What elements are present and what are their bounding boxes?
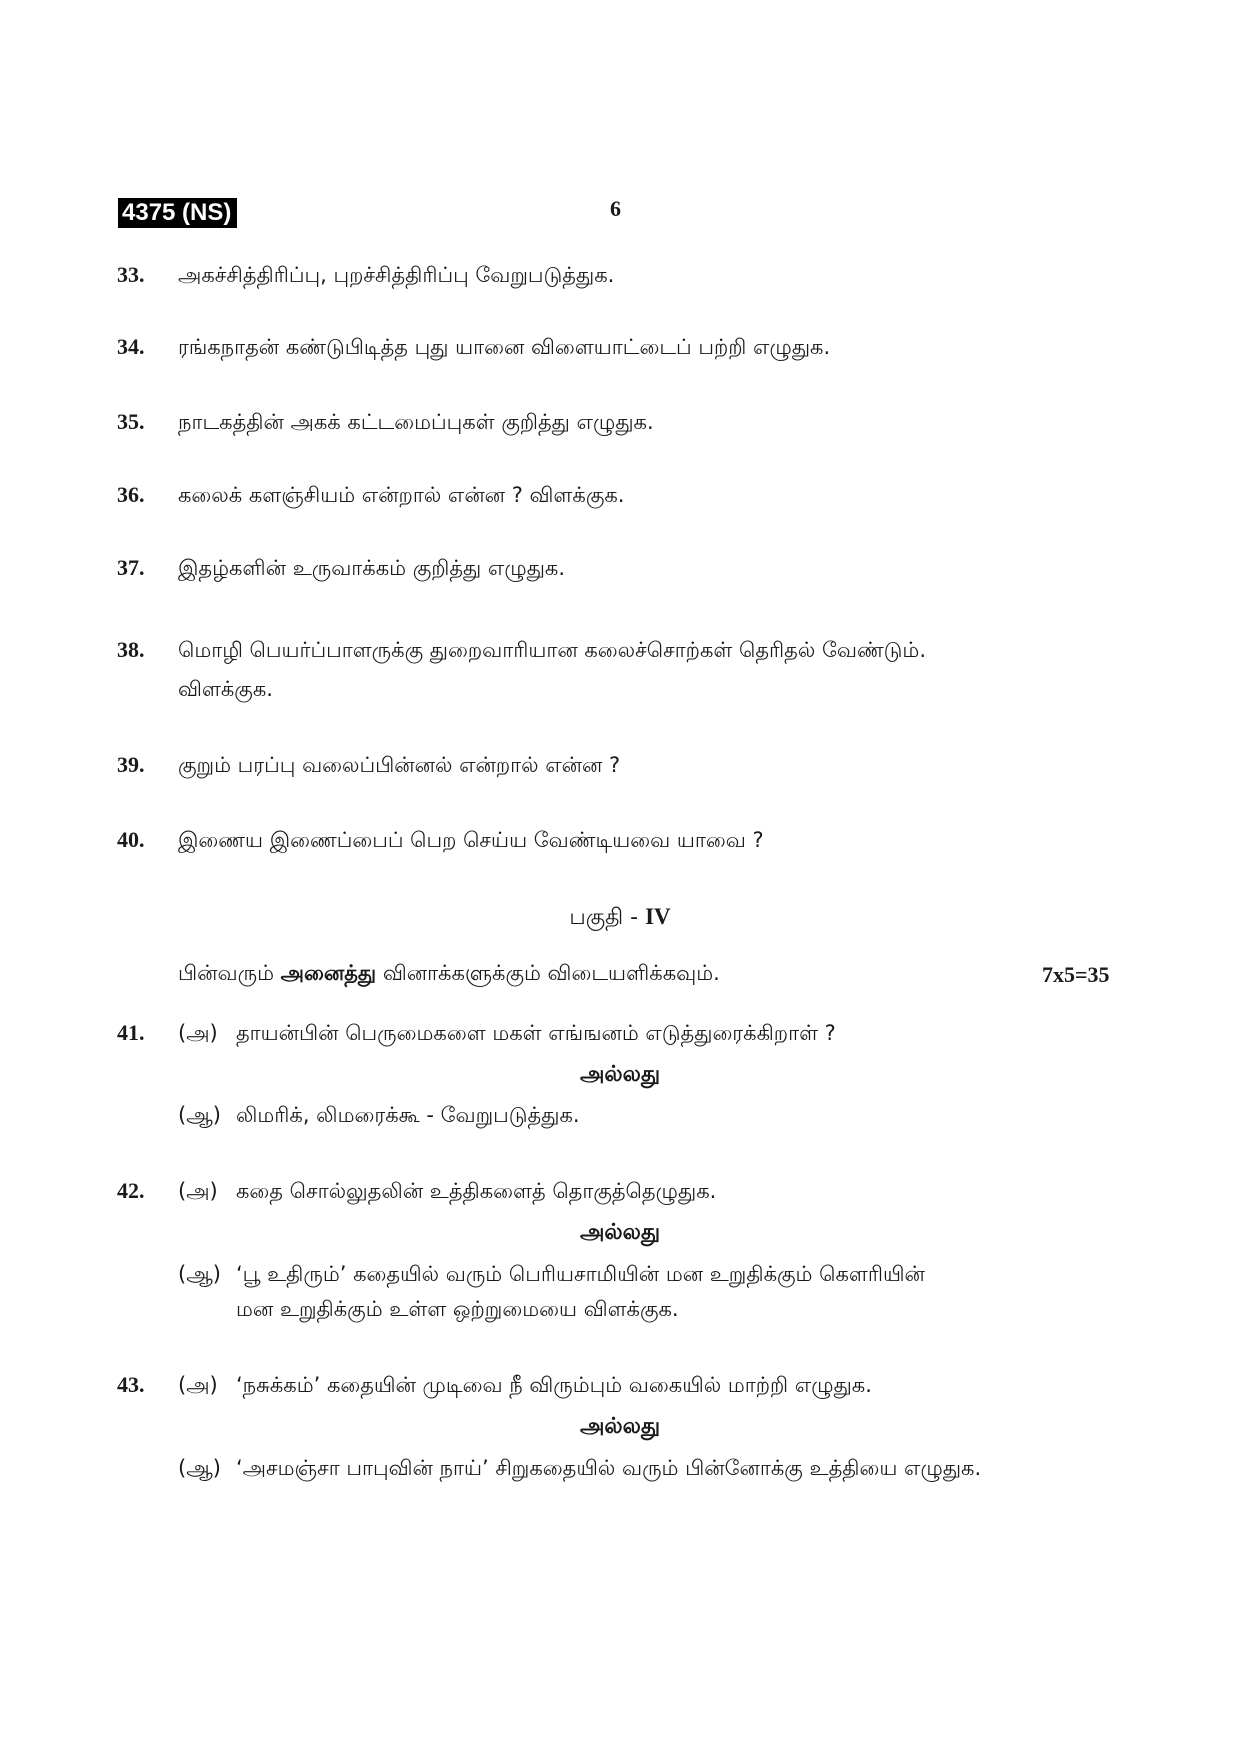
option-text: லிமரிக், லிமரைக்கூ - வேறுபடுத்துக. (236, 1103, 580, 1127)
question-text: இணைய இணைப்பைப் பெற செய்ய வேண்டியவை யாவை ? (178, 828, 764, 852)
question-number: 33. (117, 262, 145, 287)
instruction-bold: அனைத்து (280, 961, 377, 985)
option-marker: (அ) (178, 1373, 218, 1397)
question-number: 36. (117, 482, 145, 507)
section-roman: IV (645, 904, 671, 929)
question-text: கலைக் களஞ்சியம் என்றால் என்ன ? விளக்குக. (178, 483, 625, 507)
option-marker: (ஆ) (178, 1103, 221, 1127)
section-instruction (178, 956, 720, 990)
question-text: மொழி பெயர்ப்பாளருக்கு துறைவாரியான கலைச்சொற்கள் தெரிதல் வேண்டும். (178, 638, 927, 662)
or-separator: அல்லது (579, 1414, 661, 1439)
option-marker: (அ) (178, 1179, 218, 1203)
option-marker: (ஆ) (178, 1456, 221, 1480)
section-heading (0, 900, 1240, 935)
paper-code: 4375 (NS) (118, 198, 237, 228)
option-text: ‘பூ உதிரும்’ கதையில் வரும் பெரியசாமியின் மன உறுதிக்கும் கௌரியின் (236, 1262, 925, 1286)
option-text: ‘நசுக்கம்’ கதையின் முடிவை நீ விரும்பும் வகையில் மாற்றி எழுதுக. (236, 1373, 872, 1397)
question-number: 43. (117, 1372, 145, 1397)
question-text: அகச்சித்திரிப்பு, புறச்சித்திரிப்பு வேறுபடுத்துக. (178, 263, 615, 287)
option-text-continued: மன உறுதிக்கும் உள்ள ஒற்றுமையை விளக்குக. (236, 1297, 679, 1321)
question-number: 40. (117, 827, 145, 852)
question-text: நாடகத்தின் அகக் கட்டமைப்புகள் குறித்து எழுதுக. (178, 410, 654, 434)
option-text: கதை சொல்லுதலின் உத்திகளைத் தொகுத்தெழுதுக. (236, 1179, 717, 1203)
option-a (178, 1368, 1108, 1402)
question-number: 41. (117, 1020, 145, 1045)
question-number: 42. (117, 1178, 145, 1203)
question-number: 34. (117, 334, 145, 359)
question-text: குறும் பரப்பு வலைப்பின்னல் என்றால் என்ன ? (178, 753, 621, 777)
option-b-continued (178, 1292, 1108, 1326)
option-b (178, 1098, 1108, 1132)
option-a (178, 1174, 1108, 1208)
option-b (178, 1451, 1108, 1485)
or-separator: அல்லது (579, 1220, 661, 1245)
option-marker: (ஆ) (178, 1262, 221, 1286)
option-marker: (அ) (178, 1021, 218, 1045)
option-text: தாயன்பின் பெருமைகளை மகள் எங்ஙனம் எடுத்துரைக்கிறாள் ? (236, 1021, 836, 1045)
section-label: பகுதி - (569, 905, 639, 930)
instruction-pre: பின்வரும் (178, 961, 274, 985)
question-text: இதழ்களின் உருவாக்கம் குறித்து எழுதுக. (178, 556, 566, 580)
option-b (178, 1257, 1108, 1291)
question-text-continued: விளக்குக. (178, 677, 273, 701)
question-number: 35. (117, 409, 145, 434)
question-number: 37. (117, 555, 145, 580)
question-number: 39. (117, 752, 145, 777)
page-number: 6 (610, 196, 621, 221)
option-a (178, 1016, 1108, 1050)
instruction-post: வினாக்களுக்கும் விடையளிக்கவும். (382, 961, 720, 985)
section-marks: 7x5=35 (1042, 962, 1110, 987)
question-text: ரங்கநாதன் கண்டுபிடித்த புது யானை விளையாட்டைப் பற்றி எழுதுக. (178, 335, 831, 359)
or-separator: அல்லது (579, 1062, 661, 1087)
option-text: ‘அசமஞ்சா பாபுவின் நாய்’ சிறுகதையில் வரும் பின்னோக்கு உத்தியை எழுதுக. (236, 1456, 982, 1480)
question-number: 38. (117, 637, 145, 662)
